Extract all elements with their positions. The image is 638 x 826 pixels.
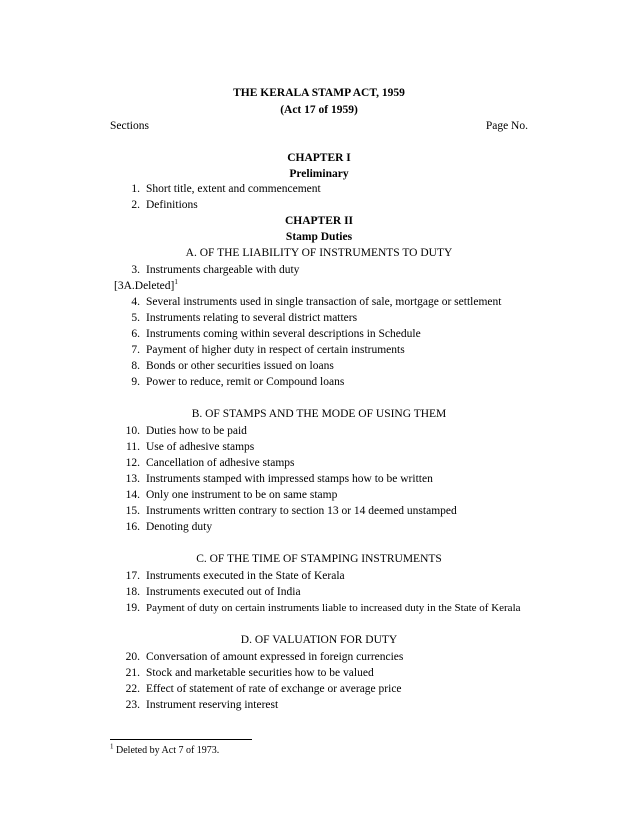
section-title: Cancellation of adhesive stamps — [146, 457, 295, 469]
list-item — [0, 488, 638, 502]
document-title: THE KERALA STAMP ACT, 1959 — [233, 87, 405, 99]
section-number: 10. — [125, 425, 140, 437]
list-item — [0, 375, 638, 389]
list-item — [0, 666, 638, 680]
section-title: Use of adhesive stamps — [146, 441, 255, 453]
chapter-2-subheading: Stamp Duties — [285, 231, 353, 243]
list-item — [0, 456, 638, 470]
section-title: Several instruments used in single transaction of sale, mortgage or settlement — [146, 296, 502, 308]
list-item — [0, 343, 638, 357]
section-number: 20. — [125, 651, 140, 663]
section-title: Stock and marketable securities how to be valued — [146, 667, 374, 679]
chapter-1-subheading: Preliminary — [289, 168, 349, 180]
section-number: 1. — [131, 183, 140, 195]
list-item — [0, 504, 638, 518]
footnote — [110, 744, 219, 758]
section-number: 17. — [125, 570, 140, 582]
list-item — [0, 359, 638, 373]
section-number: 16. — [125, 521, 140, 533]
section-title: Instruments written contrary to section 13 or 14 deemed unstamped — [146, 505, 457, 517]
section-number: 6. — [131, 328, 140, 340]
list-item — [0, 440, 638, 454]
section-number: 21. — [125, 667, 140, 679]
section-title: Only one instrument to be on same stamp — [146, 489, 338, 501]
section-title: Short title, extent and commencement — [146, 183, 321, 195]
list-item — [0, 263, 638, 277]
section-title: Instruments executed out of India — [146, 586, 301, 598]
sections-label: Sections — [110, 120, 149, 132]
footnote-text: Deleted by Act 7 of 1973. — [116, 745, 220, 756]
section-number: 7. — [131, 344, 140, 356]
list-item — [0, 198, 638, 212]
chapter-2-heading: CHAPTER II — [284, 215, 354, 227]
section-number: 9. — [131, 376, 140, 388]
section-title: Instruments executed in the State of Kerala — [146, 570, 345, 582]
footnote-divider — [110, 739, 252, 740]
section-number: 13. — [125, 473, 140, 485]
section-number: 8. — [131, 360, 140, 372]
deleted-section-label: [3A.Deleted] — [114, 280, 175, 292]
list-item — [0, 601, 638, 615]
list-item — [0, 698, 638, 712]
section-number: 5. — [131, 312, 140, 324]
footnote-mark: 1 — [110, 742, 114, 751]
list-item — [0, 569, 638, 583]
list-item — [0, 585, 638, 599]
part-d-heading: D. OF VALUATION FOR DUTY — [240, 634, 398, 646]
page-no-label: Page No. — [485, 120, 528, 132]
section-title: Power to reduce, remit or Compound loans — [146, 376, 345, 388]
section-number: 3. — [131, 264, 140, 276]
list-item — [0, 327, 638, 341]
list-item — [0, 311, 638, 325]
section-number: 19. — [125, 602, 140, 614]
section-title: Payment of higher duty in respect of certain instruments — [146, 344, 405, 356]
section-number: 2. — [131, 199, 140, 211]
footnote-reference: 1 — [174, 278, 178, 287]
list-item — [0, 182, 638, 196]
deleted-section — [0, 279, 638, 293]
list-item — [0, 424, 638, 438]
section-title: Instrument reserving interest — [146, 699, 279, 711]
section-title: Definitions — [146, 199, 198, 211]
section-number: 23. — [125, 699, 140, 711]
section-title: Instruments stamped with impressed stamps how to be written — [146, 473, 433, 485]
part-a-heading: A. OF THE LIABILITY OF INSTRUMENTS TO DUTY — [185, 247, 453, 259]
section-title: Instruments coming within several descriptions in Schedule — [146, 328, 421, 340]
section-title: Instruments chargeable with duty — [146, 264, 300, 276]
section-title: Bonds or other securities issued on loans — [146, 360, 334, 372]
section-title: Denoting duty — [146, 521, 213, 533]
part-b-heading: B. OF STAMPS AND THE MODE OF USING THEM — [191, 408, 447, 420]
list-item — [0, 520, 638, 534]
section-title: Duties how to be paid — [146, 425, 247, 437]
section-title: Instruments relating to several district matters — [146, 312, 358, 324]
section-number: 15. — [125, 505, 140, 517]
section-title: Payment of duty on certain instruments liable to increased duty in the State of Kerala — [146, 602, 521, 614]
list-item — [0, 650, 638, 664]
section-number: 18. — [125, 586, 140, 598]
list-item — [0, 472, 638, 486]
section-number: 4. — [131, 296, 140, 308]
list-item — [0, 682, 638, 696]
part-c-heading: C. OF THE TIME OF STAMPING INSTRUMENTS — [196, 553, 442, 565]
list-item — [0, 295, 638, 309]
section-number: 11. — [126, 441, 140, 453]
chapter-1-heading: CHAPTER I — [287, 152, 351, 164]
document-subtitle: (Act 17 of 1959) — [280, 104, 358, 116]
section-title: Effect of statement of rate of exchange or average price — [146, 683, 402, 695]
section-number: 14. — [125, 489, 140, 501]
section-title: Conversation of amount expressed in foreign currencies — [146, 651, 404, 663]
section-number: 12. — [125, 457, 140, 469]
section-number: 22. — [125, 683, 140, 695]
